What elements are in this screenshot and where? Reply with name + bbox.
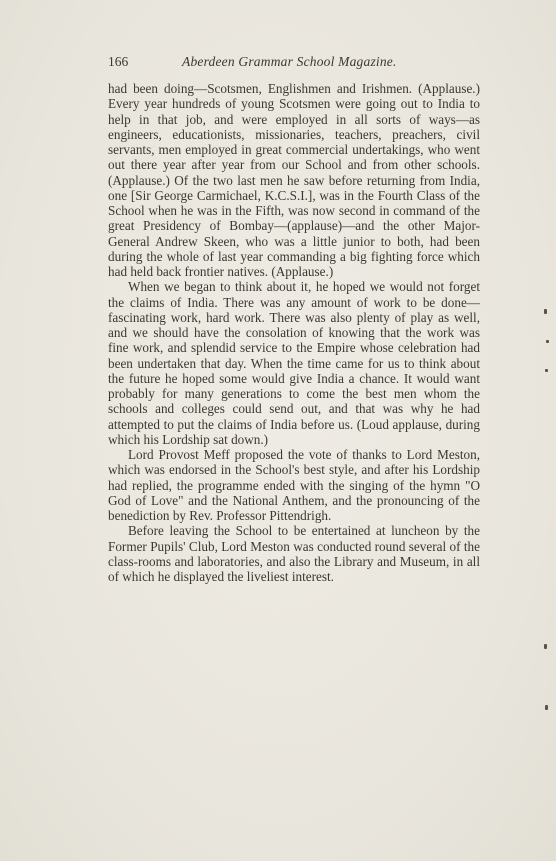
page-header [108,54,480,72]
margin-speck [545,369,548,372]
article-body [108,81,480,584]
margin-speck [545,705,548,710]
paragraph: had been doing—Scotsmen, Englishmen and Irishmen. (Applause.) Every year hundreds of young Scotsmen were going out to India to help in that job, and were employed in all sorts of ways—as engineers, educationists, missionaries, teachers, preachers, civil servants, men employed in great commercial undertakings, who went out there year after year from our School and from other schools. (Applause.) Of the two last men he saw before returning from India, one [Sir George Carmichael, K.C.S.I.], was in the Fourth Class of the School when he was in the Fifth, was now second in command of the great Presidency of Bombay—(applause)—and the other Major-General Andrew Skeen, who was a little junior to both, had been during the whole of last year commanding a big fighting force which had held back frontier natives. (Applause.) [108,81,480,279]
running-title: Aberdeen Grammar School Magazine. [182,54,397,69]
margin-speck [544,309,547,314]
margin-speck [544,644,547,649]
page-number: 166 [108,54,129,69]
paragraph: Lord Provost Meff proposed the vote of thanks to Lord Meston, which was endorsed in the School's best style, and after his Lordship had replied, the programme ended with the singing of the hymn "O God of Love" and the National Anthem, and the pronouncing of the benediction by Rev. Professor Pittendrigh. [108,447,480,523]
paragraph: When we began to think about it, he hoped we would not forget the claims of India. There was any amount of work to be done—fascinating work, hard work. There was also plenty of play as well, and we should have the consolation of knowing that the work was fine work, and splendid service to the Empire whose celebration had been undertaken that day. When the time came for us to think about the future he hoped some would give India a chance. It would want probably for many generations to come the best men whom the schools and colleges could send out, and that was why he had attempted to put the claims of India before us. (Loud applause, during which his Lordship sat down.) [108,279,480,447]
margin-speck [546,340,549,343]
paragraph: Before leaving the School to be entertained at luncheon by the Former Pupils' Club, Lord Meston was conducted round several of the class-rooms and laboratories, and also the Library and Museum, in all of which he displayed the liveliest interest. [108,523,480,584]
